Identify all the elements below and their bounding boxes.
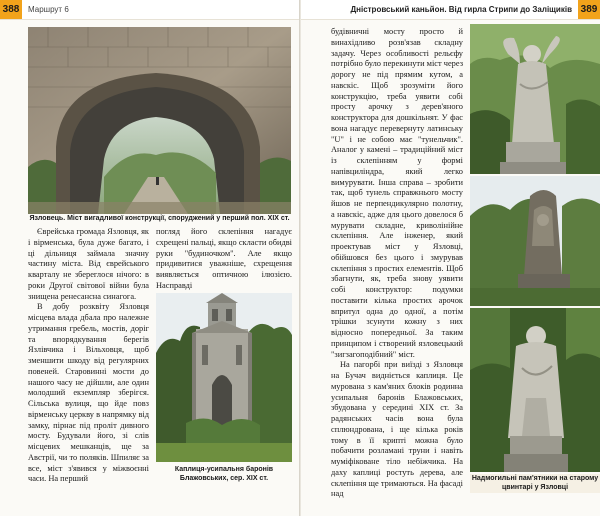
paragraph: погляд його склепіння нагадує схрещені пальці, якщо скласти обидві руки "будиночком". Але якщо придивитися уважніше, схрещення виявляється оптичною ілюзією. Насправді <box>156 227 292 290</box>
paragraph: будівничні мосту просто й винахідливо розв'язав складну задачу. Через особливості рельєфу потрібно було перекинути міст через дорогу не під прямим кутом, а навскіс. Щоб зрозуміти його конструкцію, треба уявити собі просту арочку з дерев'яного конструктора для дошкільнят. У фас вона нагадує перевернуту латинську "U" і не собою має "тунельчик". Аналог у камені – традиційний міст із склепінням у формі напівциліндра, який легко вимурувати. Інша справа – зробити так, щоб тунель справжнього мосту йшов не перпендикулярно полотну, а навскіс, адже для цього довелося б мурувати складне, криволінійне склепіння. Але інженер, який проектував міст у Язловці, обійшовся без цього і змурував склепіння з простих елементів. Щоб збагнути, як, треба знову уявити собі конструктор: подумки поставити кілька простих арочок впритул одна до одної, а потім трішки зсунути кожну з них відносно попередньої. За таким принципом і створений язловецький "зигзагоподібний" міст. <box>331 27 463 359</box>
angel-statue-art <box>470 24 600 174</box>
chapel-photo <box>156 293 292 462</box>
left-text-column-2 <box>156 227 292 292</box>
right-page-number: 389 <box>578 0 600 19</box>
left-running-head: Маршрут 6 <box>28 5 69 14</box>
bridge-photo <box>28 27 291 214</box>
right-page <box>301 0 600 516</box>
paragraph: Єврейська громада Язловця, як і вірменська, була дуже багато, і ці дільниця займала значну частину міста. Від єврейського кварталу не збереглося нічого: в роки Другої світової війни була знищена ренесансна синагога. <box>28 227 149 301</box>
right-running-head: Дністровський каньйон. Від гирла Стрипи до Заліщиків <box>350 5 572 14</box>
left-page-number: 388 <box>0 0 22 19</box>
right-text-column <box>331 27 463 500</box>
left-text-column-1 <box>28 227 149 485</box>
madonna-statue-art <box>470 308 600 472</box>
madonna-statue-photo <box>470 308 600 472</box>
chapel-photo-art <box>156 293 292 462</box>
left-page <box>0 0 299 516</box>
right-page-header <box>301 0 600 20</box>
bridge-photo-art <box>28 27 291 214</box>
paragraph: На пагорбі при виїзді з Язловця на Бучач видніється каплиця. Це мурована з кам'яних блоків родинна усипальня баронів Блажовських, збудована у середині XIX ст. За радянських часів вона була сплюндрована, і ще кілька років тому в її крипті можна було побачити розламані труни і навіть муміфіковане тіло небіжчика. На даху каплиці ростуть дерева, але склепіння ще тримаються. На фасаді над <box>331 360 463 499</box>
left-page-header <box>0 0 299 20</box>
bridge-photo-caption: Язловець. Міст вигадливої конструкції, споруджений у перший пол. XIX ст. <box>29 215 290 222</box>
statues-photo-caption: Надмогильні пам'ятники на старому цвинтарі у Язловці <box>470 474 600 493</box>
chapel-photo-caption: Каплиця-усипальня баронів Блажовських, сер. XIX ст. <box>174 466 274 482</box>
gravestone-art <box>470 176 600 306</box>
paragraph: В добу розквіту Язловця місцева влада дбала про належне утримання гребель, мостів, доріг та впорядкування берегів Язлівчика і Вільховця, щоб зменшити шкоду від регулярних повеней. Старовинні мости до нашого часу не дійшли, але один молодший екземпляр зберігся. Сільська вулиця, що йде повз вірменську церкву в напрямку від замку, пірнає під проліт дивного мосту. Будували його, зі слів місцевих мешканців, ще за Австрії, чи то поляків. Шпиляє за все, міст з'явився у міжвоєнні часи. На перший <box>28 302 149 484</box>
gravestone-photo <box>470 176 600 306</box>
angel-statue-photo <box>470 24 600 174</box>
